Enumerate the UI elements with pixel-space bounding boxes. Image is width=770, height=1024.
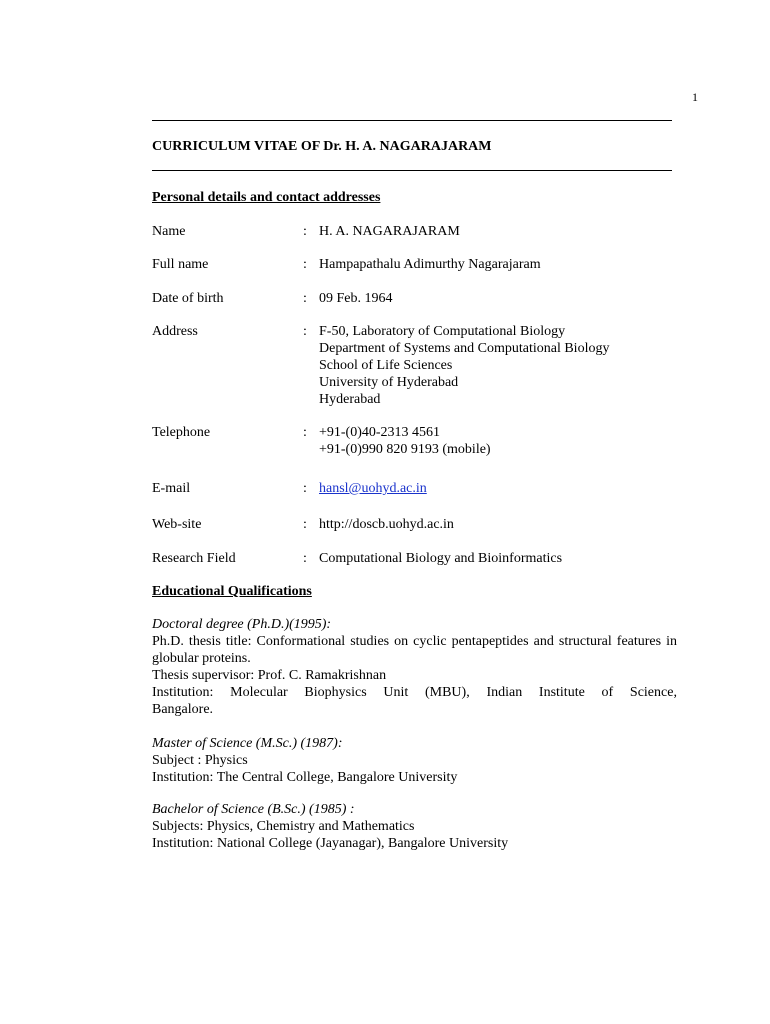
address-line: F-50, Laboratory of Computational Biology bbox=[319, 324, 566, 339]
dob-label: Date of birth bbox=[152, 291, 224, 306]
email-label: E-mail bbox=[152, 481, 191, 496]
phd-institution bbox=[152, 684, 677, 701]
telephone-value bbox=[319, 424, 491, 458]
phd-institution-cont: Bangalore. bbox=[152, 702, 214, 717]
name-label: Name bbox=[152, 224, 186, 239]
dob-value: 09 Feb. 1964 bbox=[319, 291, 393, 306]
phd-block bbox=[152, 616, 677, 718]
website-label: Web-site bbox=[152, 517, 202, 532]
msc-block bbox=[152, 735, 677, 786]
phd-institution-word: Science, bbox=[629, 685, 677, 700]
bsc-institution: Institution: National College (Jayanagar), Bangalore University bbox=[152, 836, 509, 851]
colon: : bbox=[303, 425, 307, 440]
msc-subject: Subject : Physics bbox=[152, 753, 248, 768]
full-name-value: Hampapathalu Adimurthy Nagarajaram bbox=[319, 257, 541, 272]
colon: : bbox=[303, 324, 307, 339]
research-field-label: Research Field bbox=[152, 551, 236, 566]
address-line: Hyderabad bbox=[319, 392, 381, 407]
address-label: Address bbox=[152, 324, 198, 339]
title-bottom-rule bbox=[152, 170, 672, 171]
colon: : bbox=[303, 517, 307, 532]
msc-degree: Master of Science (M.Sc.) (1987): bbox=[152, 736, 343, 751]
personal-details-heading: Personal details and contact addresses bbox=[152, 190, 381, 205]
phd-institution-word: Biophysics bbox=[304, 685, 367, 700]
name-value: H. A. NAGARAJARAM bbox=[319, 224, 460, 239]
phd-institution-label: Institution: bbox=[152, 685, 214, 700]
phd-institution-word: Unit bbox=[383, 685, 409, 700]
colon: : bbox=[303, 257, 307, 272]
page-number: 1 bbox=[692, 90, 698, 104]
education-heading: Educational Qualifications bbox=[152, 584, 312, 599]
address-line: Department of Systems and Computational Biology bbox=[319, 341, 610, 356]
phd-supervisor: Thesis supervisor: Prof. C. Ramakrishnan bbox=[152, 668, 387, 683]
phd-institution-word: Molecular bbox=[230, 685, 288, 700]
colon: : bbox=[303, 481, 307, 496]
phd-institution-word: Indian bbox=[486, 685, 523, 700]
msc-institution: Institution: The Central College, Bangalore University bbox=[152, 770, 458, 785]
phd-thesis: Ph.D. thesis title: Conformational studies on cyclic pentapeptides and structural features in globular proteins. bbox=[152, 634, 677, 666]
phd-degree: Doctoral degree (Ph.D.)(1995): bbox=[152, 617, 332, 632]
bsc-block bbox=[152, 801, 677, 852]
email-link[interactable]: hansl@uohyd.ac.in bbox=[319, 481, 427, 496]
top-rule bbox=[152, 120, 672, 121]
telephone-line: +91-(0)990 820 9193 (mobile) bbox=[319, 442, 491, 457]
full-name-label: Full name bbox=[152, 257, 209, 272]
research-field-value: Computational Biology and Bioinformatics bbox=[319, 551, 563, 566]
address-line: School of Life Sciences bbox=[319, 358, 453, 373]
website-value: http://doscb.uohyd.ac.in bbox=[319, 517, 454, 532]
telephone-line: +91-(0)40-2313 4561 bbox=[319, 425, 441, 440]
phd-institution-word: Institute bbox=[538, 685, 585, 700]
bsc-degree: Bachelor of Science (B.Sc.) (1985) : bbox=[152, 802, 355, 817]
colon: : bbox=[303, 291, 307, 306]
document-title: CURRICULUM VITAE OF Dr. H. A. NAGARAJARAM bbox=[152, 139, 492, 154]
address-value bbox=[319, 323, 609, 408]
colon: : bbox=[303, 551, 307, 566]
colon: : bbox=[303, 224, 307, 239]
address-line: University of Hyderabad bbox=[319, 375, 459, 390]
phd-institution-word: of bbox=[601, 685, 614, 700]
phd-institution-word: (MBU), bbox=[424, 685, 470, 700]
bsc-subjects: Subjects: Physics, Chemistry and Mathematics bbox=[152, 819, 415, 834]
telephone-label: Telephone bbox=[152, 425, 211, 440]
